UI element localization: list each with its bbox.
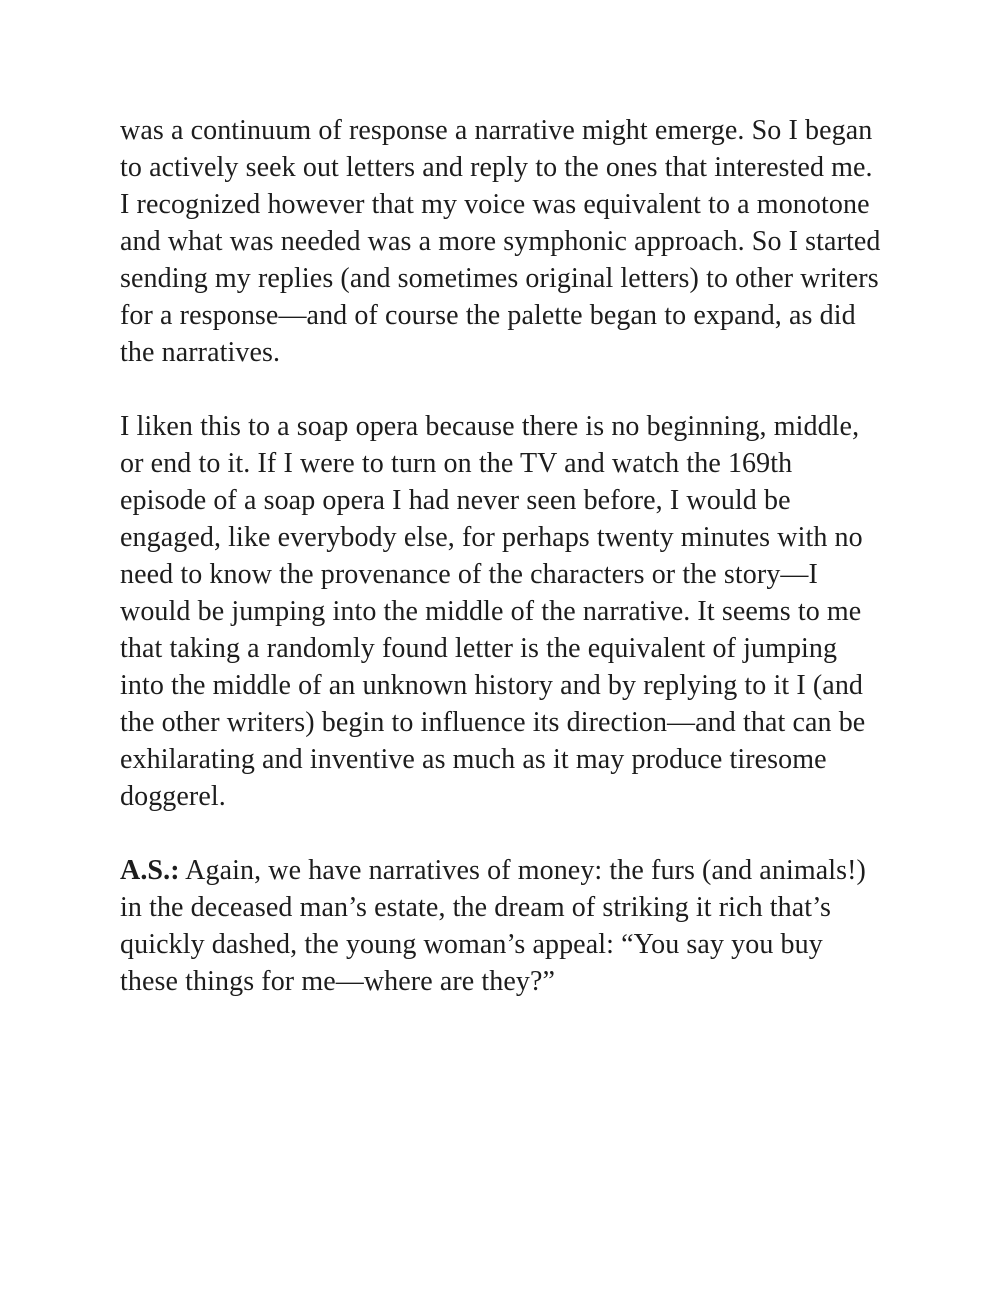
speaker-label: A.S.: [120, 855, 180, 886]
article-text [120, 112, 885, 1000]
paragraph: was a continuum of response a narrative might emerge. So I began to actively seek out letters and reply to the ones that interested me. I recognized however that my voice was equivalent to a monotone and what was needed was a more symphonic approach. So I started sending my replies (and sometimes original letters) to other writers for a response—and of course the palette began to expand, as did the narratives. [120, 115, 881, 368]
paragraph [120, 852, 885, 1000]
paragraph: I liken this to a soap opera because there is no beginning, middle, or end to it. If I were to turn on the TV and watch the 169th episode of a soap opera I had never seen before, I would be engaged, like everybody else, for perhaps twenty minutes with no need to know the provenance of the characters or the story—I would be jumping into the middle of the narrative. It seems to me that taking a randomly found letter is the equivalent of jumping into the middle of an unknown history and by replying to it I (and the other writers) begin to influence its direction—and that can be exhilarating and inventive as much as it may produce tiresome doggerel. [120, 411, 866, 812]
paragraph-text: Again, we have narratives of money: the furs (and animals!) in the deceased man’s estate, the dream of striking it rich that’s quickly dashed, the young woman’s appeal: “You say you buy these things for me—where are they?” [120, 855, 866, 997]
